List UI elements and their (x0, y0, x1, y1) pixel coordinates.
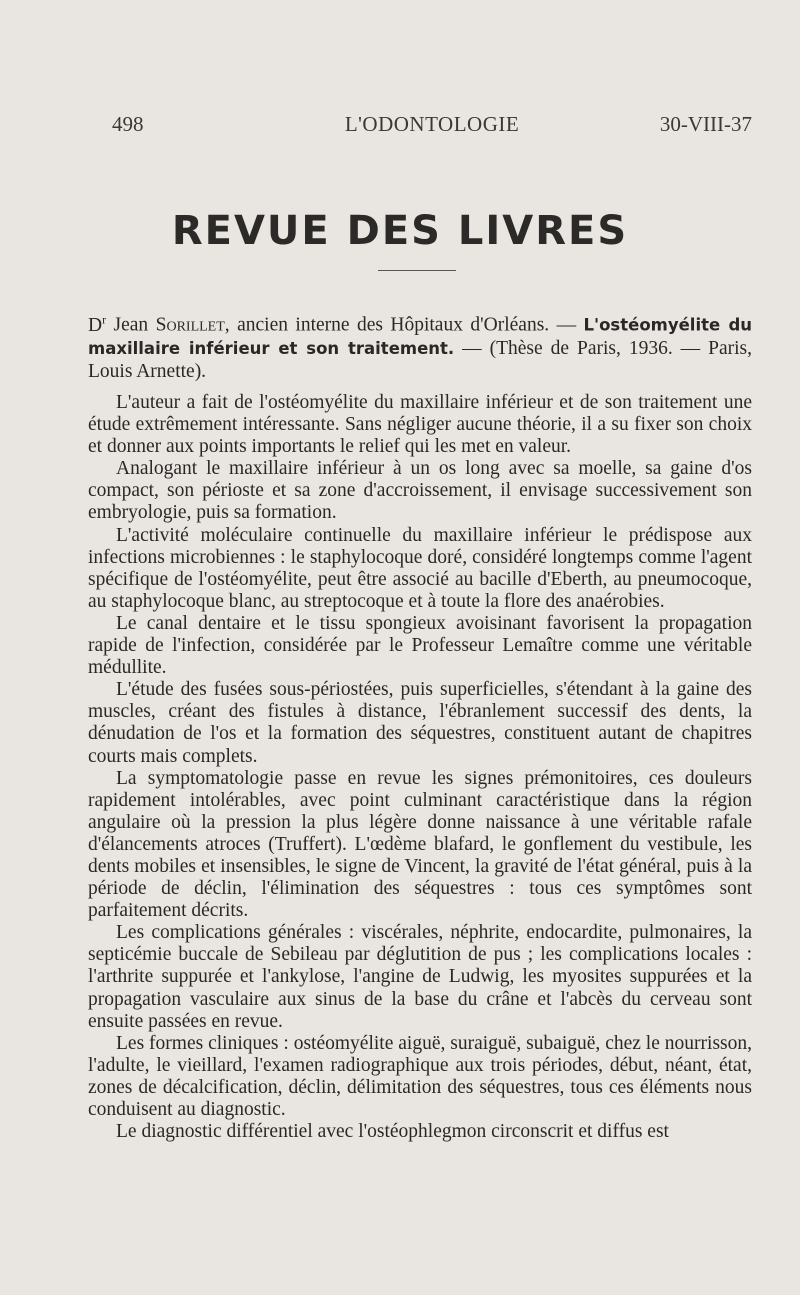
section-title: REVUE DES LIVRES (171, 208, 629, 254)
paragraph: Les complications générales : viscérales, néphrite, endocardite, pulmonaires, la septicémie buccale de Sebileau par déglutition de pus ; les complications locales : l'arthrite suppurée et l'ankylose, l'angine de Ludwig, les myosites suppurées et la propagation vasculaire aux sinus de la base du crâne et l'abcès du cerveau sont ensuite passées en revue. (88, 922, 752, 1032)
paragraph: Analogant le maxillaire inférieur à un os long avec sa moelle, sa gaine d'os compact, son périoste et sa zone d'accroissement, il envisage successivement son embryologie, puis sa formation. (88, 458, 752, 524)
paragraph: L'activité moléculaire continuelle du maxillaire inférieur le prédispose aux infections microbiennes : le staphylocoque doré, considéré longtemps comme l'agent spécifique de l'ostéomyélite, peut être associé au bacille d'Eberth, au pneumocoque, au staphylocoque blanc, au streptocoque et à toute la flore des anaérobies. (88, 524, 752, 612)
review-body (88, 392, 752, 1143)
paragraph: La symptomatologie passe en revue les signes prémonitoires, ces douleurs rapidement intolérables, avec point culminant caractéristique dans la région angulaire où la pression la plus légère donne naissance à une véritable rafale d'élancements atroces (Truffert). L'œdème blafard, le gonflement du vestibule, les dents mobiles et insensibles, le signe de Vincent, la gravité de l'état général, puis à la période de déclin, l'élimination des séquestres : tous ces symptômes sont parfaitement décrits. (88, 767, 752, 922)
title-rule (378, 270, 456, 271)
issue-date: 30-VIII-37 (659, 112, 752, 136)
ref-surname: Sorillet (155, 314, 225, 336)
paragraph: L'étude des fusées sous-périostées, puis superficielles, s'étendant à la gaine des muscles, créant des fistules à distance, l'ébranlement successif des dents, la dénudation de l'os et la formation des séquestres, constituent autant de chapitres courts mais complets. (88, 679, 752, 767)
ref-prefix: $D^r$ (88, 312, 107, 336)
ref-publication: — (Thèse de Paris, 1936. — Paris, Louis Arnette). (88, 337, 753, 382)
journal-title: L'ODONTOLOGIE (344, 112, 520, 136)
ref-title: L'ostéomyélite du maxillaire inférieur et son traitement. (88, 315, 753, 358)
paragraph: L'auteur a fait de l'ostéomyélite du maxillaire inférieur et de son traitement une étude extrêmement intéressante. Sans négliger aucune théorie, il a su fixer son choix et donner aux points importants le relief qui les met en valeur. (88, 392, 752, 458)
page-number: 498 (112, 112, 144, 136)
paragraph: Le diagnostic différentiel avec l'ostéophlegmon circonscrit et diffus est (116, 1121, 669, 1143)
paragraph: Le canal dentaire et le tissu spongieux avoisinant favorisent la propagation rapide de l'infection, considérée par le Professeur Lemaître comme une véritable médullite. (88, 612, 752, 679)
paragraph: Les formes cliniques : ostéomyélite aiguë, suraiguë, subaiguë, chez le nourrisson, l'adulte, le vieillard, l'examen radiographique aux trois périodes, début, néant, état, zones de décalcification, déclin, délimitation des séquestres, tous ces éléments nous conduisent au diagnostic. (88, 1032, 752, 1120)
ref-affiliation: , ancien interne des Hôpitaux d'Orléans. — (224, 314, 577, 336)
ref-first-name: Jean (113, 314, 149, 336)
book-reference (88, 308, 752, 383)
